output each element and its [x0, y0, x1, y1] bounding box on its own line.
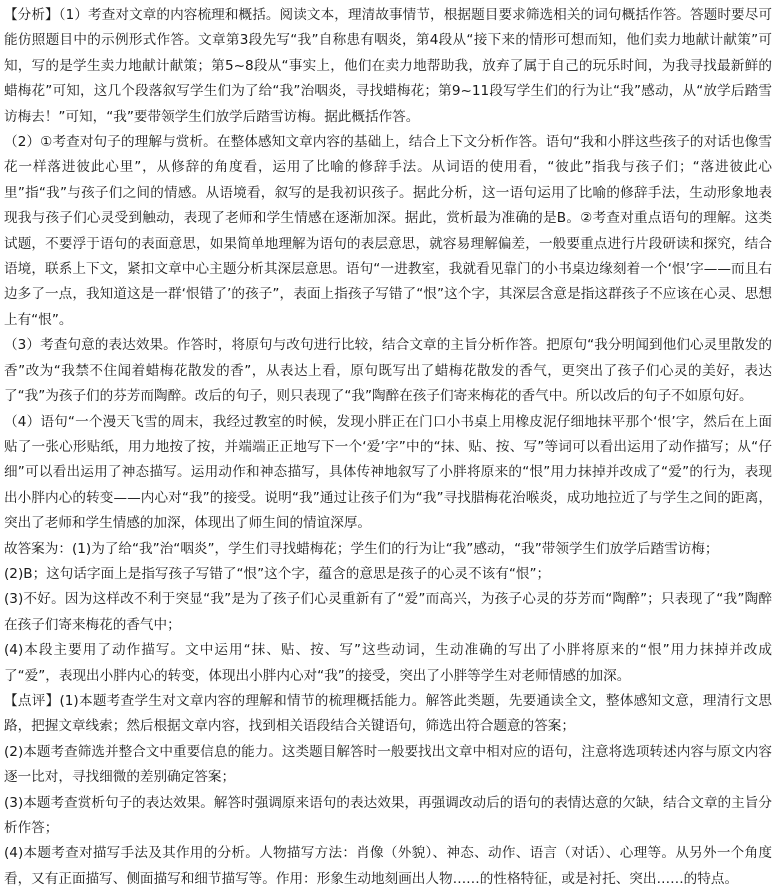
analysis-part-3: （3）考查句意的表达效果。作答时，将原句与改句进行比较，结合文章的主旨分析作答。把原句“我分明闻到他们心灵里散发的香”改为“我禁不住闻着蜡梅花散发的香”，从表达上看，原句既写出了蜡梅花散发的香气，更突出了孩子们心灵的美好，表达了“我”为孩子们的芬芳而陶醉。改后的句子，则只表现了“我”陶醉在孩子们寄来梅花的香气中。所以改后的句子不如原句好。 [4, 337, 772, 405]
analysis-section [4, 3, 772, 537]
comment-part-4: (4)本题考查对描写手法及其作用的分析。人物描写方法：肖像（外貌）、神态、动作、语言（对话）、心理等。从另外一个角度看，又有正面描写、侧面描写和细节描写等。作用：形象生动地刻画出人物……的性格特征，或是衬托、突出……的特点。 [4, 845, 772, 887]
answer-part-1: 故答案为：(1)为了给“我”治“咽炎”，学生们寻找蜡梅花；学生们的行为让“我”感动，“我”带领学生们放学后踏雪访梅； [4, 540, 719, 557]
comment-part-1: 【点评】(1)本题考查学生对文章内容的理解和情节的梳理概括能力。解答此类题，先要通读全文，整体感知文意，理清行文思路，把握文章线索；然后根据文章内容，找到相关语段结合关键语句，筛选出符合题意的答案； [4, 692, 772, 735]
answer-section [4, 537, 772, 689]
answer-part-2: (2)B；这句话字面上是指写孩子写错了“恨”这个字，蕴含的意思是孩子的心灵不该有“恨”； [4, 565, 551, 582]
analysis-part-2: （2）①考查对句子的理解与赏析。在整体感知文章内容的基础上，结合上下文分析作答。语句“我和小胖这些孩子的对话也像雪花一样落进彼此心里”，从修辞的角度看，运用了比喻的修辞手法。从词语的使用看，“彼此”指我与孩子们；“落进彼此心里”指“我”与孩子们之间的情感。从语境看，叙写的是我初识孩子。据此分析，这一语句运用了比喻的修辞手法，生动形象地表现我与孩子们心灵受到触动，表现了老师和学生情感在逐渐加深。据此，赏析最为准确的是B。②考查对重点语句的理解。这类试题，不要浮于语句的表面意思，如果简单地理解为语句的表层意思，就容易理解偏差，一般要重点进行片段研读和探究，结合语境，联系上下文，紧扣文章中心主题分析其深层意思。语句“一进教室，我就看见靠门的小书桌边缘刻着一个‘恨’字——而且右边多了一点，我知道这是一群‘恨错了’的孩子”，表面上指孩子写错了“恨”这个字，其深层含意是指这群孩子不应该在心灵、思想上有“恨”。 [4, 134, 772, 328]
comment-part-3: (3)本题考查赏析句子的表达效果。解答时强调原来语句的表达效果，再强调改动后的语句的表情达意的欠缺，结合文章的主旨分析作答； [4, 794, 772, 836]
comment-section [4, 689, 772, 892]
analysis-part-4: （4）语句“一个漫天飞雪的周末，我经过教室的时候，发现小胖正在门口小书桌上用橡皮泥仔细地抹平那个‘恨’字，然后在上面贴了一张心形贴纸，用力地按了按，并端端正正地写下一个‘爱’字”中的“抹、贴、按、写”等词可以看出运用了动作描写；从“仔细”可以看出运用了神态描写。运用动作和神态描写，具体传神地叙写了小胖将原来的“恨”用力抹掉并改成了“爱”的行为，表现出小胖内心的转变——内心对“我”的接受。说明“我”通过让孩子们为“我”寻找腊梅花治喉炎，成功地拉近了与学生之间的距离，突出了老师和学生情感的加深，体现出了师生间的情谊深厚。 [4, 413, 772, 532]
comment-part-2: (2)本题考查筛选并整合文中重要信息的能力。这类题目解答时一般要找出文章中相对应的语句，注意将选项转述内容与原文内容逐一比对，寻找细微的差别确定答案； [4, 743, 772, 786]
answer-part-3: (3)不好。因为这样改不利于突显“我”是为了孩子们心灵重新有了“爱”而高兴，为孩子心灵的芬芳而“陶醉”；只表现了“我”陶醉在孩子们寄来梅花的香气中； [4, 591, 772, 633]
answer-part-4: (4)本段主要用了动作描写。文中运用“抹、贴、按、写”这些动词，生动准确的写出了小胖将原来的“恨”用力抹掉并改成了“爱”，表现出小胖内心的转变，体现出小胖内心对“我”的接受，突出了小胖等学生对老师情感的加深。 [4, 642, 772, 684]
analysis-part-1: 【分析】（1）考查对文章的内容梳理和概括。阅读文本，理清故事情节，根据题目要求筛选相关的词句概括作答。答题时要尽可能仿照题目中的示例形式作答。文章第3段先写“我”自称患有咽炎，第4段从“接下来的情形可想而知，他们卖力地献计献策”可知，写的是学生卖力地献计献策；第5~8段从“事实上，他们在卖力地帮助我，放弃了属于自己的玩乐时间，为我寻找最新鲜的蜡梅花”可知，这几个段落叙写学生们为了给“我”治咽炎，寻找蜡梅花；第9~11段写学生们的行为让“我”感动，从“放学后踏雪访梅去！”可知，“我”要带领学生们放学后踏雪访梅。据此概括作答。 [4, 7, 772, 125]
